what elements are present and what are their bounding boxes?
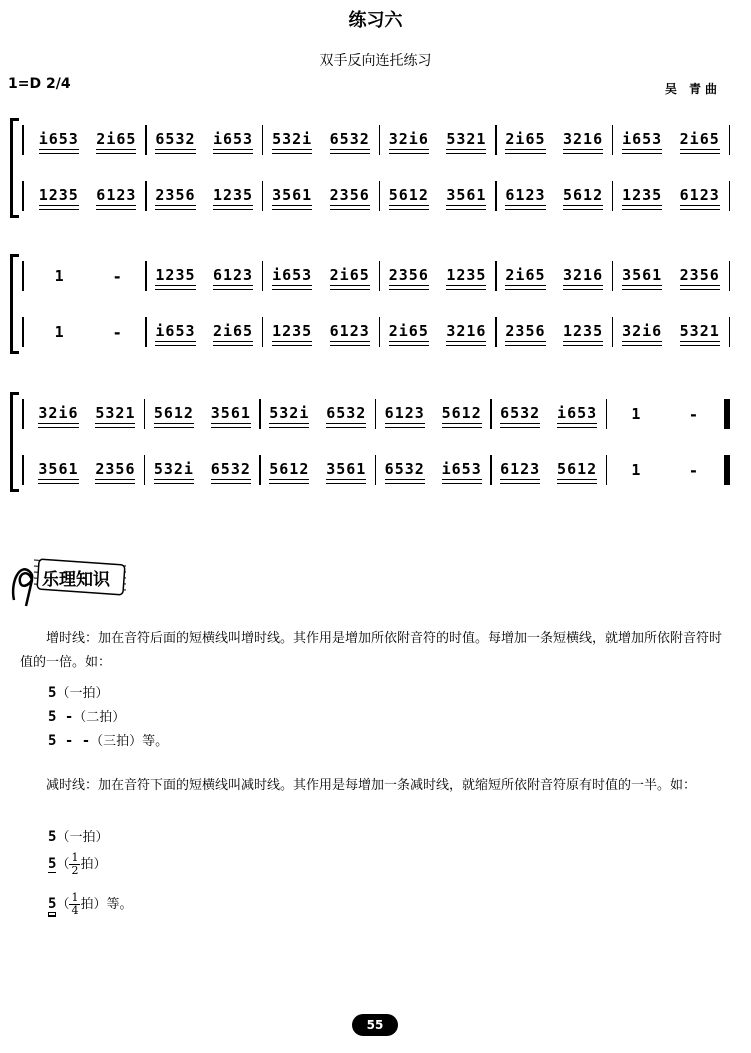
note-group: i653 bbox=[272, 266, 313, 284]
staff-start-line bbox=[22, 261, 24, 291]
note-group: 5612 bbox=[153, 404, 194, 422]
note-group: 2i65 bbox=[212, 322, 254, 340]
measure bbox=[145, 453, 259, 487]
measure bbox=[261, 397, 375, 431]
lower-staff bbox=[22, 450, 730, 490]
denominator: 4 bbox=[71, 904, 79, 917]
staff-start-line bbox=[22, 181, 24, 211]
example-label: （三拍）等。 bbox=[90, 734, 169, 749]
measure bbox=[145, 397, 259, 431]
note-group: 2i65 bbox=[96, 130, 137, 148]
decrease-example-3 bbox=[48, 892, 132, 917]
note-group: 5612 bbox=[269, 460, 310, 478]
note-group: 3561 bbox=[38, 460, 79, 478]
note-group: 6532 bbox=[500, 404, 541, 422]
measure bbox=[147, 315, 262, 349]
note-group: 1235 bbox=[562, 322, 604, 340]
barline bbox=[729, 125, 731, 155]
example-label: （一拍） bbox=[56, 686, 109, 701]
example-label: 拍） bbox=[80, 857, 107, 872]
logo-text: 乐理知识 bbox=[42, 570, 110, 590]
decrease-example-2 bbox=[48, 852, 106, 877]
measure bbox=[263, 259, 378, 293]
note-group: 6532 bbox=[329, 130, 370, 148]
measure bbox=[261, 453, 375, 487]
note-group: 1235 bbox=[38, 186, 79, 204]
note-group: 2356 bbox=[155, 186, 196, 204]
note-group: 6123 bbox=[505, 186, 546, 204]
staff-start-line bbox=[22, 399, 24, 429]
measure bbox=[147, 179, 262, 213]
note-group: 3561 bbox=[622, 266, 663, 284]
example-note: 5 bbox=[48, 896, 57, 912]
note-group: 5321 bbox=[679, 322, 720, 340]
measure bbox=[613, 179, 728, 213]
note-group: 3561 bbox=[326, 460, 367, 478]
note-group: i653 bbox=[212, 130, 254, 148]
numerator: 1 bbox=[71, 851, 79, 864]
note-group: 2i65 bbox=[505, 266, 546, 284]
note-group: 3216 bbox=[446, 322, 487, 340]
note-group: i653 bbox=[155, 322, 196, 340]
increase-example-1 bbox=[48, 682, 108, 701]
staff-start-line bbox=[22, 125, 24, 155]
page-number: 55 bbox=[352, 1014, 398, 1036]
note-group: 6123 bbox=[384, 404, 425, 422]
measure bbox=[607, 397, 721, 431]
measure bbox=[380, 315, 495, 349]
measure bbox=[30, 179, 145, 213]
page-title: 练习六 bbox=[348, 10, 403, 31]
note-group: 2i65 bbox=[679, 130, 720, 148]
example-label: （一拍） bbox=[56, 830, 109, 845]
decrease-line-paragraph: 减时线：加在音符下面的短横线叫减时线。其作用是每增加一条减时线，就缩短所依附音符原有时值的一半。如： bbox=[46, 778, 697, 793]
note-group: 3561 bbox=[210, 404, 251, 422]
increase-example-3 bbox=[48, 730, 168, 749]
lower-staff bbox=[22, 312, 730, 352]
system-brace bbox=[10, 392, 19, 492]
note-group: 6123 bbox=[679, 186, 720, 204]
fraction bbox=[69, 892, 80, 917]
upper-staff bbox=[22, 120, 730, 160]
extension-dash: - bbox=[690, 460, 697, 480]
note-group: 32i6 bbox=[388, 130, 429, 148]
note-group: 1235 bbox=[212, 186, 254, 204]
barline bbox=[729, 317, 731, 347]
note-group: 6123 bbox=[329, 322, 370, 340]
final-barline bbox=[724, 399, 730, 429]
measure bbox=[380, 123, 495, 157]
note-group: i653 bbox=[441, 460, 482, 478]
extension-dash: - bbox=[113, 266, 121, 286]
staff-start-line bbox=[22, 455, 24, 485]
note-group: 1 bbox=[631, 404, 642, 423]
measure bbox=[376, 397, 490, 431]
example-label: （二拍） bbox=[73, 710, 126, 725]
note-group: 2356 bbox=[388, 266, 429, 284]
system-brace bbox=[10, 118, 19, 218]
increase-line-paragraph: 增时线：加在音符后面的短横线叫增时线。其作用是增加所依附音符的时值。每增加一条短横线，就增加所依附音符时值的一倍。如： bbox=[20, 631, 723, 670]
note-group: 1 bbox=[54, 322, 65, 341]
note-group: 1235 bbox=[155, 266, 196, 284]
note-group: 2i65 bbox=[388, 322, 429, 340]
barline bbox=[729, 261, 731, 291]
note-group: 5321 bbox=[95, 404, 136, 422]
example-note: 5 - - bbox=[48, 733, 91, 749]
note-group: 6532 bbox=[326, 404, 367, 422]
numerator: 1 bbox=[71, 891, 79, 904]
note-group: 32i6 bbox=[38, 404, 79, 422]
measure bbox=[30, 397, 144, 431]
upper-staff bbox=[22, 394, 730, 434]
measure bbox=[380, 259, 495, 293]
upper-staff bbox=[22, 256, 730, 296]
note-group: 2i65 bbox=[329, 266, 370, 284]
system-brace bbox=[10, 254, 19, 354]
measure bbox=[30, 259, 145, 293]
extension-dash: - bbox=[690, 404, 697, 424]
note-group: 5612 bbox=[557, 460, 598, 478]
note-group: 1235 bbox=[622, 186, 663, 204]
measure bbox=[263, 315, 378, 349]
measure bbox=[607, 453, 721, 487]
measure bbox=[147, 123, 262, 157]
note-group: 2i65 bbox=[505, 130, 546, 148]
measure bbox=[613, 123, 728, 157]
note-group: 6532 bbox=[384, 460, 425, 478]
measure bbox=[497, 259, 612, 293]
measure bbox=[492, 453, 606, 487]
measure bbox=[497, 179, 612, 213]
note-group: 1 bbox=[631, 460, 642, 479]
note-group: 3561 bbox=[272, 186, 313, 204]
measure bbox=[147, 259, 262, 293]
final-barline bbox=[724, 455, 730, 485]
note-group: 6532 bbox=[210, 460, 251, 478]
note-group: 1235 bbox=[446, 266, 487, 284]
example-note: 5 - bbox=[48, 709, 74, 725]
note-group: 2356 bbox=[679, 266, 720, 284]
note-group: 32i6 bbox=[622, 322, 663, 340]
note-group: 5612 bbox=[562, 186, 604, 204]
measure bbox=[263, 123, 378, 157]
score-system-2 bbox=[10, 254, 730, 354]
note-group: 3216 bbox=[562, 130, 604, 148]
measure bbox=[376, 453, 490, 487]
measure bbox=[613, 315, 728, 349]
measure bbox=[380, 179, 495, 213]
note-group: 1235 bbox=[272, 322, 313, 340]
note-group: 6123 bbox=[212, 266, 254, 284]
note-group: 5612 bbox=[441, 404, 482, 422]
score-system-1 bbox=[10, 118, 730, 218]
example-note: 5 bbox=[48, 829, 57, 845]
note-group: 532i bbox=[153, 460, 194, 478]
paren-open: （ bbox=[56, 857, 70, 872]
decrease-example-1 bbox=[48, 826, 108, 845]
note-group: 1 bbox=[54, 266, 65, 285]
note-group: i653 bbox=[38, 130, 79, 148]
note-group: 532i bbox=[272, 130, 313, 148]
measure bbox=[30, 453, 144, 487]
note-group: 6123 bbox=[96, 186, 137, 204]
paren-open: （ bbox=[56, 897, 70, 912]
note-group: 6532 bbox=[155, 130, 196, 148]
note-group: 532i bbox=[269, 404, 310, 422]
example-note: 5 bbox=[48, 685, 57, 701]
increase-example-2 bbox=[48, 706, 125, 725]
lower-staff bbox=[22, 176, 730, 216]
note-group: 5321 bbox=[446, 130, 487, 148]
staff-start-line bbox=[22, 317, 24, 347]
example-note: 5 bbox=[48, 856, 57, 872]
composer: 吴 青曲 bbox=[664, 82, 721, 96]
note-group: 2356 bbox=[95, 460, 136, 478]
measure bbox=[492, 397, 606, 431]
note-group: i653 bbox=[557, 404, 598, 422]
note-group: 6123 bbox=[500, 460, 541, 478]
note-group: 2356 bbox=[505, 322, 546, 340]
note-group: 3216 bbox=[562, 266, 604, 284]
measure bbox=[613, 259, 728, 293]
measure bbox=[263, 179, 378, 213]
exercise-subtitle: 双手反向连托练习 bbox=[319, 53, 432, 69]
measure bbox=[30, 315, 145, 349]
note-group: 3561 bbox=[446, 186, 487, 204]
measure bbox=[30, 123, 145, 157]
note-group: 2356 bbox=[329, 186, 370, 204]
music-theory-logo bbox=[8, 552, 128, 608]
example-label: 拍）等。 bbox=[80, 897, 133, 912]
note-group: 5612 bbox=[388, 186, 429, 204]
note-group: i653 bbox=[622, 130, 663, 148]
measure bbox=[497, 123, 612, 157]
fraction bbox=[69, 852, 80, 877]
measure bbox=[497, 315, 612, 349]
key-signature: 1=D 2/4 bbox=[8, 76, 71, 92]
score-system-3 bbox=[10, 392, 730, 492]
denominator: 2 bbox=[71, 864, 79, 877]
extension-dash: - bbox=[113, 322, 121, 342]
barline bbox=[729, 181, 731, 211]
